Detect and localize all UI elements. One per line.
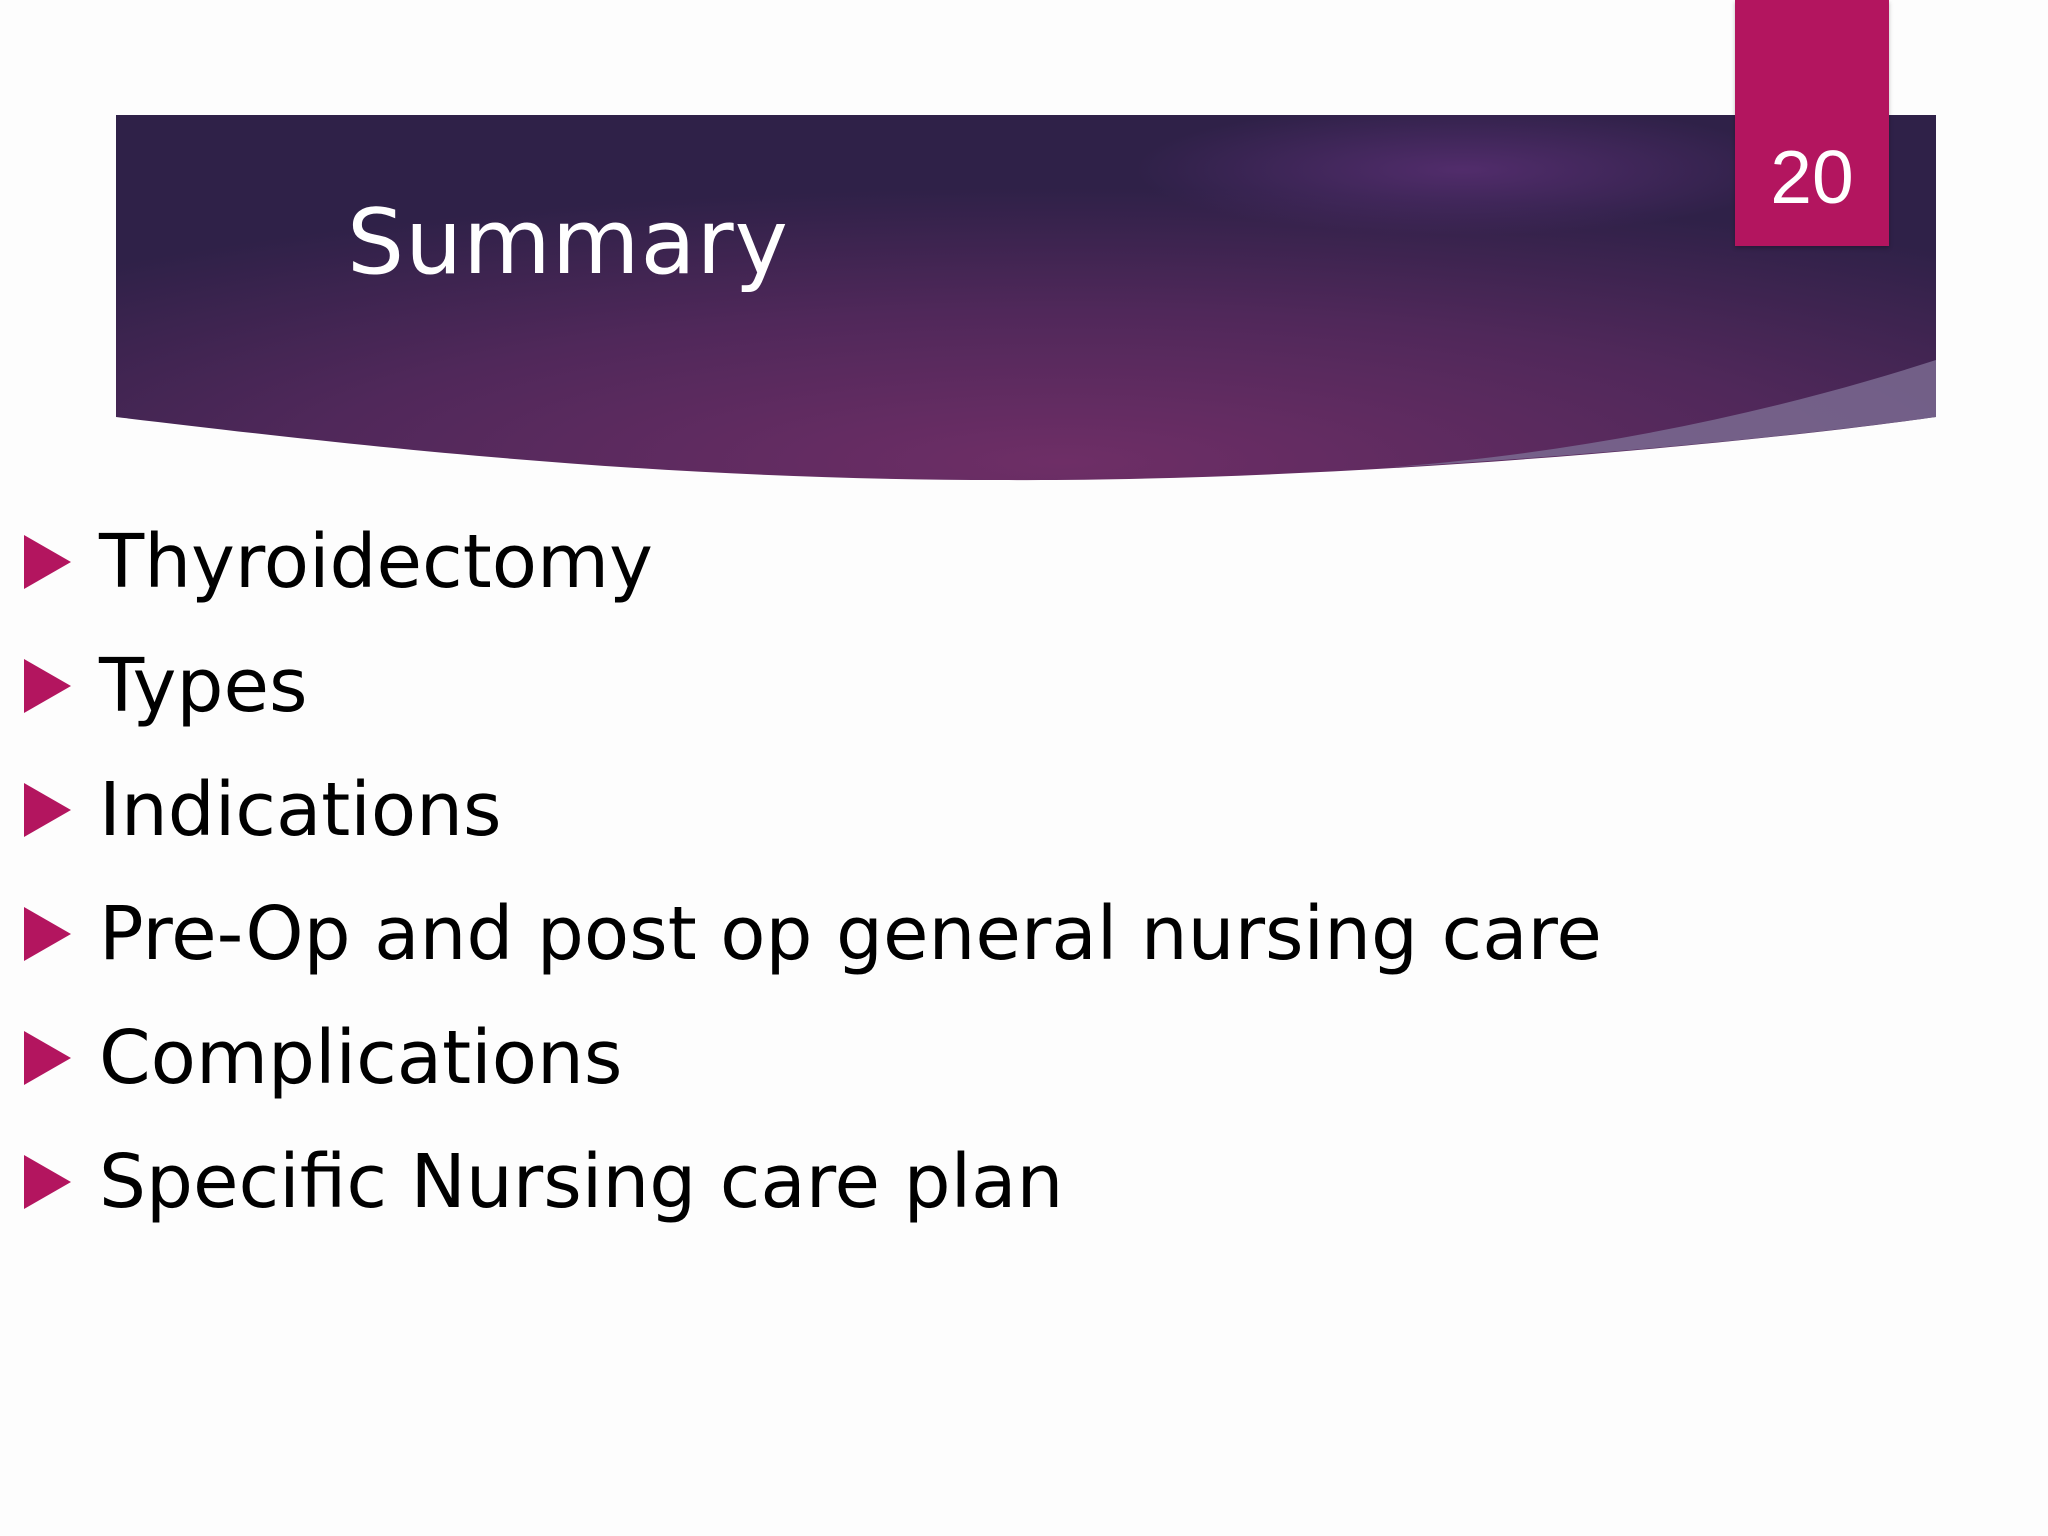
bullet-list	[24, 500, 1602, 1244]
triangle-right-icon	[24, 783, 71, 837]
bullet-text: Complications	[99, 1015, 623, 1101]
list-item	[24, 624, 1602, 748]
page-number-tab	[1735, 0, 1889, 246]
bullet-text: Thyroidectomy	[99, 519, 653, 605]
list-item	[24, 872, 1602, 996]
slide-title: Summary	[347, 190, 789, 295]
triangle-right-icon	[24, 907, 71, 961]
bullet-text: Pre-Op and post op general nursing care	[99, 891, 1602, 977]
triangle-right-icon	[24, 1155, 71, 1209]
page-number: 20	[1770, 135, 1854, 219]
bullet-text: Specific Nursing care plan	[99, 1139, 1064, 1225]
bullet-text: Types	[99, 643, 308, 729]
list-item	[24, 996, 1602, 1120]
triangle-right-icon	[24, 659, 71, 713]
list-item	[24, 1120, 1602, 1244]
triangle-right-icon	[24, 1031, 71, 1085]
triangle-right-icon	[24, 535, 71, 589]
bullet-text: Indications	[99, 767, 502, 853]
list-item	[24, 748, 1602, 872]
banner-highlight	[116, 115, 1936, 480]
list-item	[24, 500, 1602, 624]
